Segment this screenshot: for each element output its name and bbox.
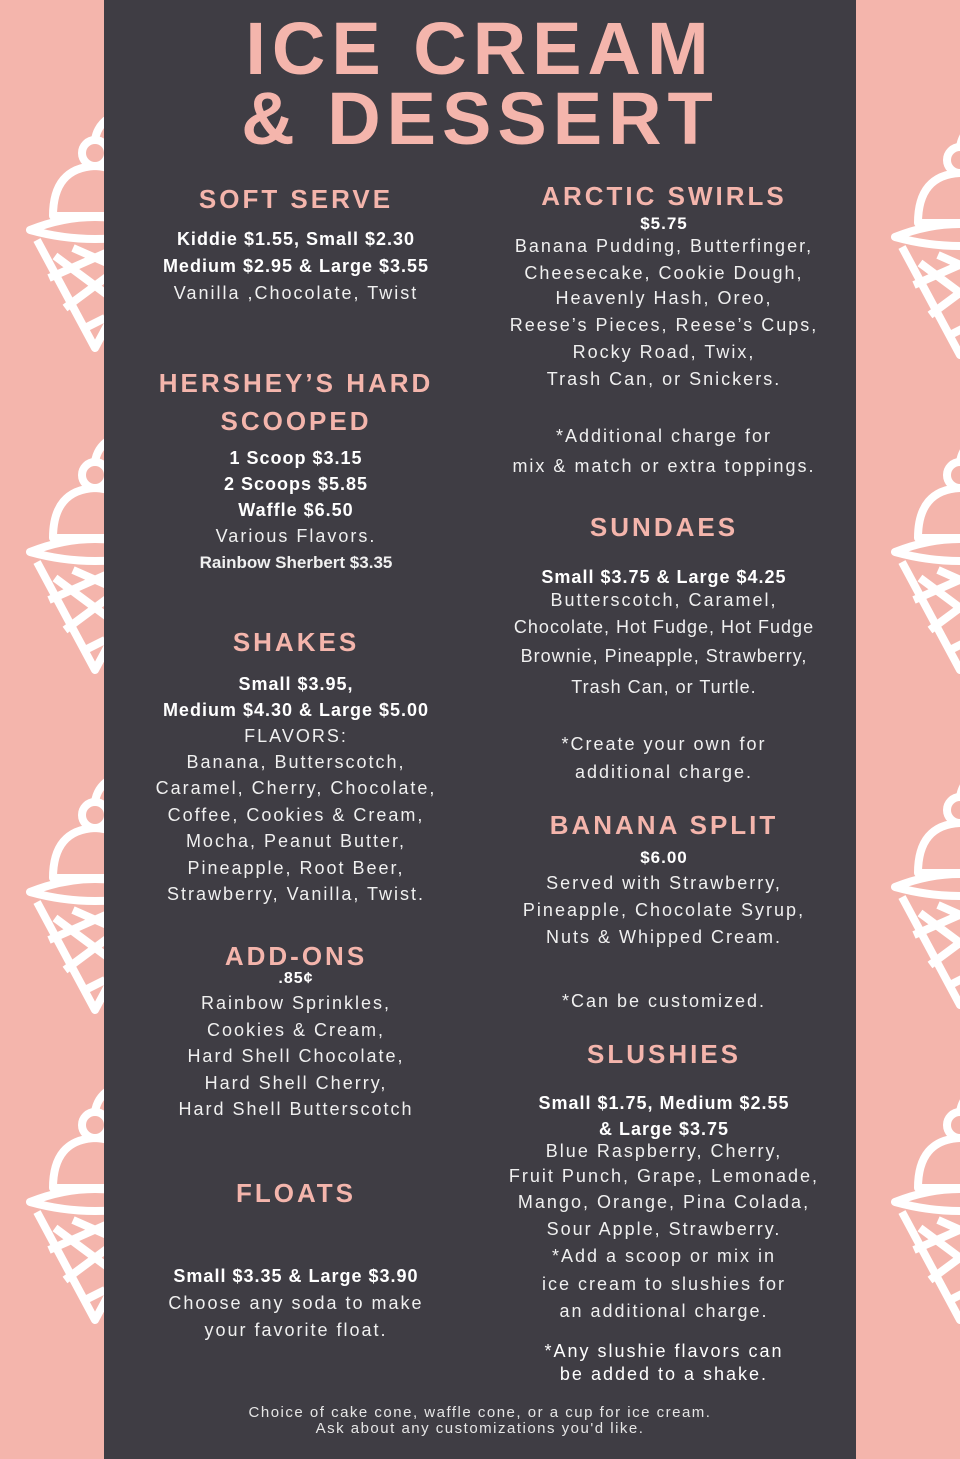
slushies-note-1: *Any slushie flavors can xyxy=(544,1341,784,1361)
banana-split-heading: BANANA SPLIT xyxy=(549,810,779,840)
sundaes-sizes: Small $3.75 & Large $4.25 xyxy=(541,567,787,587)
arctic-swirls-note-2: mix & match or extra toppings. xyxy=(512,456,816,476)
arctic-swirls-heading: ARCTIC SWIRLS xyxy=(541,181,787,211)
ice-cream-cone-icon xyxy=(850,430,960,680)
shakes-flavor-line: Mocha, Peanut Butter, xyxy=(185,831,407,851)
banana-split-line: Nuts & Whipped Cream. xyxy=(545,927,783,947)
addon-item: Hard Shell Chocolate, xyxy=(187,1046,405,1066)
banana-split-price: $6.00 xyxy=(640,848,688,867)
shakes-flavor-line: Pineapple, Root Beer, xyxy=(187,858,405,878)
arctic-swirls-flavor-line: Reese’s Pieces, Reese’s Cups, xyxy=(509,315,819,335)
banana-split-line: Pineapple, Chocolate Syrup, xyxy=(522,900,806,920)
banana-split-line: Served with Strawberry, xyxy=(546,873,782,893)
footer-line-1: Choice of cake cone, waffle cone, or a cup for ice cream. xyxy=(248,1404,712,1421)
hard-scooped-price-3: Waffle $6.50 xyxy=(238,500,354,520)
sundaes-flavor-line: Brownie, Pineapple, Strawberry, xyxy=(520,646,808,666)
addons-price: .85¢ xyxy=(278,970,314,987)
hard-scooped-price-2: 2 Scoops $5.85 xyxy=(223,474,369,494)
floats-description-1: Choose any soda to make xyxy=(168,1293,424,1313)
sundaes-flavor-line: Chocolate, Hot Fudge, Hot Fudge xyxy=(513,617,815,637)
menu-title-line1: ICE CREAM xyxy=(245,7,715,90)
shakes-flavors-label: FLAVORS: xyxy=(244,726,348,746)
rainbow-sherbert-price: Rainbow Sherbert $3.35 xyxy=(199,553,393,572)
ice-cream-cone-icon xyxy=(0,770,110,1020)
soft-serve-sizes-1: Kiddie $1.55, Small $2.30 xyxy=(176,229,416,249)
ice-cream-cone-icon xyxy=(0,430,110,680)
shakes-flavor-line: Banana, Butterscotch, xyxy=(186,752,406,772)
arctic-swirls-flavor-line: Heavenly Hash, Oreo, xyxy=(555,288,773,308)
slushies-line: Sour Apple, Strawberry. xyxy=(546,1219,782,1239)
soft-serve-flavors: Vanilla ,Chocolate, Twist xyxy=(173,283,419,303)
menu-title-line2: & DESSERT xyxy=(241,77,719,160)
ice-cream-cone-icon xyxy=(0,1080,110,1330)
slushies-line: Mango, Orange, Pina Colada, xyxy=(517,1192,811,1212)
floats-heading: FLOATS xyxy=(235,1178,357,1208)
sundaes-heading: SUNDAES xyxy=(589,512,739,542)
floats-description-2: your favorite float. xyxy=(204,1320,388,1340)
arctic-swirls-flavor-line: Banana Pudding, Butterfinger, xyxy=(514,236,814,256)
hard-scooped-heading-1: HERSHEY’S HARD xyxy=(158,368,434,398)
hard-scooped-heading-2: SCOOPED xyxy=(220,406,372,436)
addon-item: Cookies & Cream, xyxy=(206,1020,386,1040)
menu-panel xyxy=(104,0,856,1459)
soft-serve-heading: SOFT SERVE xyxy=(198,184,394,214)
sundaes-note-2: additional charge. xyxy=(574,762,754,782)
slushies-line: Fruit Punch, Grape, Lemonade, xyxy=(508,1166,820,1186)
addon-item: Rainbow Sprinkles, xyxy=(200,993,392,1013)
slushies-line: an additional charge. xyxy=(559,1301,769,1321)
slushies-line: ice cream to slushies for xyxy=(541,1274,787,1294)
floats-sizes: Small $3.35 & Large $3.90 xyxy=(173,1266,419,1286)
slushies-heading: SLUSHIES xyxy=(586,1039,742,1069)
ice-cream-cone-icon xyxy=(850,765,960,1015)
arctic-swirls-flavor-line: Cheesecake, Cookie Dough, xyxy=(524,263,804,283)
arctic-swirls-note-1: *Additional charge for xyxy=(555,426,773,446)
addons-heading: ADD-ONS xyxy=(224,941,368,971)
sundaes-flavor-line: Trash Can, or Turtle. xyxy=(571,677,757,697)
slushies-sizes-1: Small $1.75, Medium $2.55 xyxy=(538,1093,790,1113)
shakes-flavor-line: Coffee, Cookies & Cream, xyxy=(167,805,425,825)
arctic-swirls-flavor-line: Rocky Road, Twix, xyxy=(572,342,756,362)
shakes-flavor-line: Caramel, Cherry, Chocolate, xyxy=(155,778,437,798)
hard-scooped-flavors: Various Flavors. xyxy=(215,526,377,546)
shakes-sizes-1: Small $3.95, xyxy=(238,674,354,694)
sundaes-note-1: *Create your own for xyxy=(561,734,767,754)
shakes-flavor-line: Strawberry, Vanilla, Twist. xyxy=(166,884,426,904)
arctic-swirls-flavor-line: Trash Can, or Snickers. xyxy=(546,369,782,389)
slushies-line: *Add a scoop or mix in xyxy=(551,1246,777,1266)
addon-item: Hard Shell Butterscotch xyxy=(178,1099,414,1119)
slushies-sizes-2: & Large $3.75 xyxy=(598,1119,730,1139)
shakes-heading: SHAKES xyxy=(232,627,360,657)
banana-split-note: *Can be customized. xyxy=(561,991,767,1011)
shakes-sizes-2: Medium $4.30 & Large $5.00 xyxy=(162,700,430,720)
hard-scooped-price-1: 1 Scoop $3.15 xyxy=(229,448,363,468)
addon-item: Hard Shell Cherry, xyxy=(204,1073,388,1093)
sundaes-flavor-line: Butterscotch, Caramel, xyxy=(550,590,778,610)
slushies-line: Blue Raspberry, Cherry, xyxy=(545,1141,783,1161)
slushies-note-2: be added to a shake. xyxy=(559,1364,769,1384)
ice-cream-cone-icon xyxy=(850,115,960,365)
ice-cream-cone-icon xyxy=(0,108,110,358)
arctic-swirls-price: $5.75 xyxy=(640,214,688,233)
soft-serve-sizes-2: Medium $2.95 & Large $3.55 xyxy=(162,256,430,276)
ice-cream-cone-icon xyxy=(850,1080,960,1330)
footer-line-2: Ask about any customizations you'd like. xyxy=(315,1420,645,1437)
